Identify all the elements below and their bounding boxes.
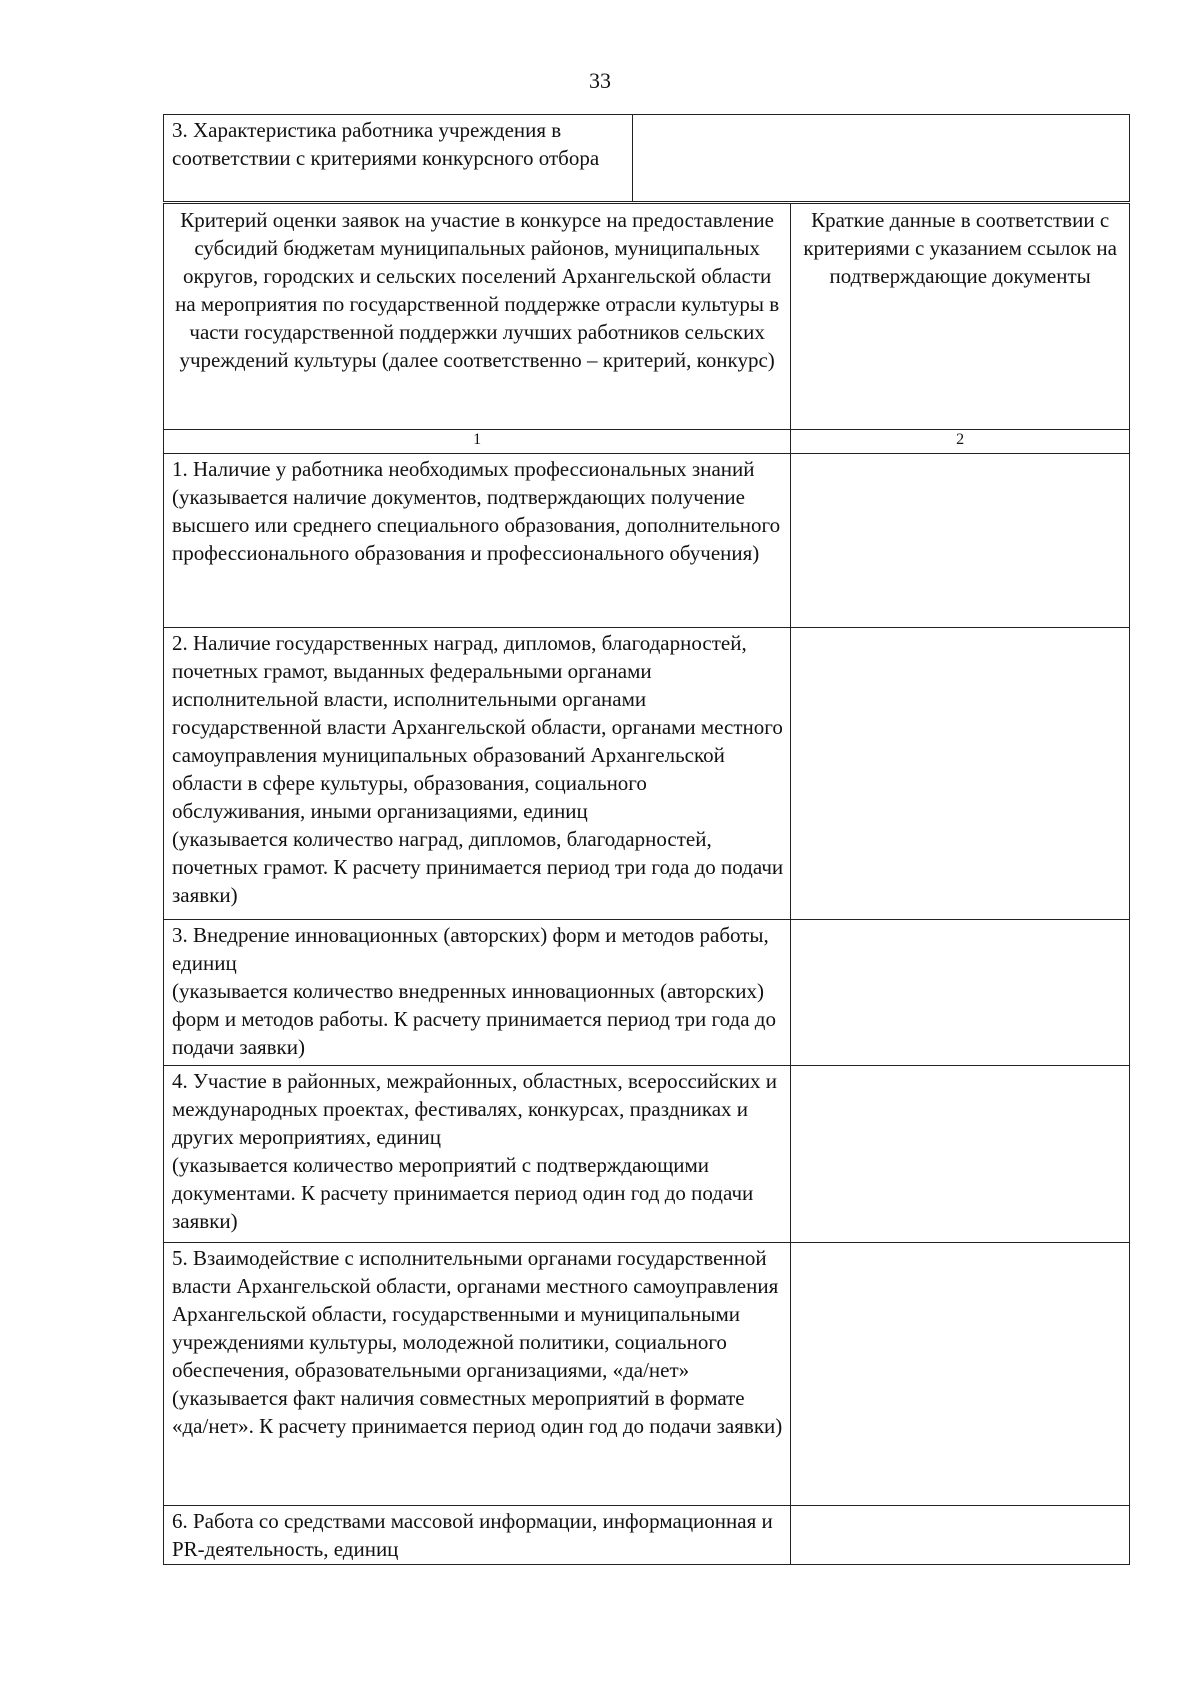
- criterion-note: (указывается количество наград, дипломов, благодарностей, почетных грамот. К расчету принимается период три года до подачи заявки): [172, 827, 784, 907]
- table-row: [164, 920, 1130, 1066]
- criterion-cell: [164, 454, 791, 628]
- criterion-cell: [164, 1243, 791, 1506]
- table-row: [164, 454, 1130, 628]
- criterion-value-cell[interactable]: [791, 920, 1130, 1066]
- worker-characteristic-row: [164, 115, 1130, 202]
- criterion-note: (указывается наличие документов, подтверждающих получение высшего или среднего специального образования, дополнительного профессионального образования и профессионального обучения): [172, 485, 781, 565]
- column-number-1: 1: [164, 430, 791, 454]
- column-number-row: [164, 430, 1130, 454]
- criterion-title: 5. Взаимодействие с исполнительными органами государственной власти Архангельской области, органами местного самоуправления Архангельской области, государственными и муниципальными учреждениями культуры, молодежной политики, социального обеспечения, образовательными организациями, «да/нет»: [172, 1246, 779, 1382]
- criterion-cell: [164, 920, 791, 1066]
- criteria-header-data: Краткие данные в соответствии с критериями с указанием ссылок на подтверждающие документы: [791, 204, 1130, 430]
- criterion-cell: [164, 628, 791, 920]
- worker-characteristic-value[interactable]: [632, 115, 1129, 202]
- criterion-title: 4. Участие в районных, межрайонных, областных, всероссийских и международных проектах, фестивалях, конкурсах, праздниках и других мероприятиях, единиц: [172, 1069, 778, 1149]
- criterion-value-cell[interactable]: [791, 628, 1130, 920]
- criterion-value-cell[interactable]: [791, 1243, 1130, 1506]
- criterion-note: (указывается количество внедренных инновационных (авторских) форм и методов работы. К расчету принимается период три года до подачи заявки): [172, 979, 776, 1059]
- criteria-header-row: [164, 204, 1130, 430]
- criterion-title: 1. Наличие у работника необходимых профессиональных знаний: [172, 457, 755, 481]
- criterion-note: (указывается количество мероприятий с подтверждающими документами. К расчету принимается период один год до подачи заявки): [172, 1153, 754, 1233]
- worker-characteristic-label: 3. Характеристика работника учреждения в соответствии с критериями конкурсного отбора: [164, 115, 633, 202]
- column-number-2: 2: [791, 430, 1130, 454]
- criterion-cell: [164, 1506, 791, 1565]
- page-number: 33: [589, 68, 611, 93]
- table-row: [164, 1066, 1130, 1243]
- criterion-value-cell[interactable]: [791, 1066, 1130, 1243]
- criterion-title: 2. Наличие государственных наград, дипломов, благодарностей, почетных грамот, выданных федеральными органами исполнительной власти, исполнительными органами государственной власти Архангельской области, органами местного самоуправления муниципальных образований Архангельской области в сфере культуры, образования, социального обслуживания, иными организациями, единиц: [172, 631, 783, 823]
- criterion-title: 3. Внедрение инновационных (авторских) форм и методов работы, единиц: [172, 923, 769, 975]
- table-row: [164, 628, 1130, 920]
- table-row: [164, 1243, 1130, 1506]
- worker-characteristic-table: [163, 114, 1130, 202]
- criterion-note: (указывается факт наличия совместных мероприятий в формате «да/нет». К расчету принимается период один год до подачи заявки): [172, 1386, 783, 1438]
- criterion-value-cell[interactable]: [791, 1506, 1130, 1565]
- criterion-title: 6. Работа со средствами массовой информации, информационная и PR-деятельность, единиц: [172, 1509, 773, 1561]
- table-row: [164, 1506, 1130, 1565]
- criterion-cell: [164, 1066, 791, 1243]
- criterion-value-cell[interactable]: [791, 454, 1130, 628]
- criteria-header-criterion: Критерий оценки заявок на участие в конкурсе на предоставление субсидий бюджетам муниципальных районов, муниципальных округов, городских и сельских поселений Архангельской области на мероприятия по государственной поддержке отрасли культуры в части государственной поддержки лучших работников сельских учреждений культуры (далее соответственно – критерий, конкурс): [164, 204, 791, 430]
- criteria-table: [163, 203, 1130, 1565]
